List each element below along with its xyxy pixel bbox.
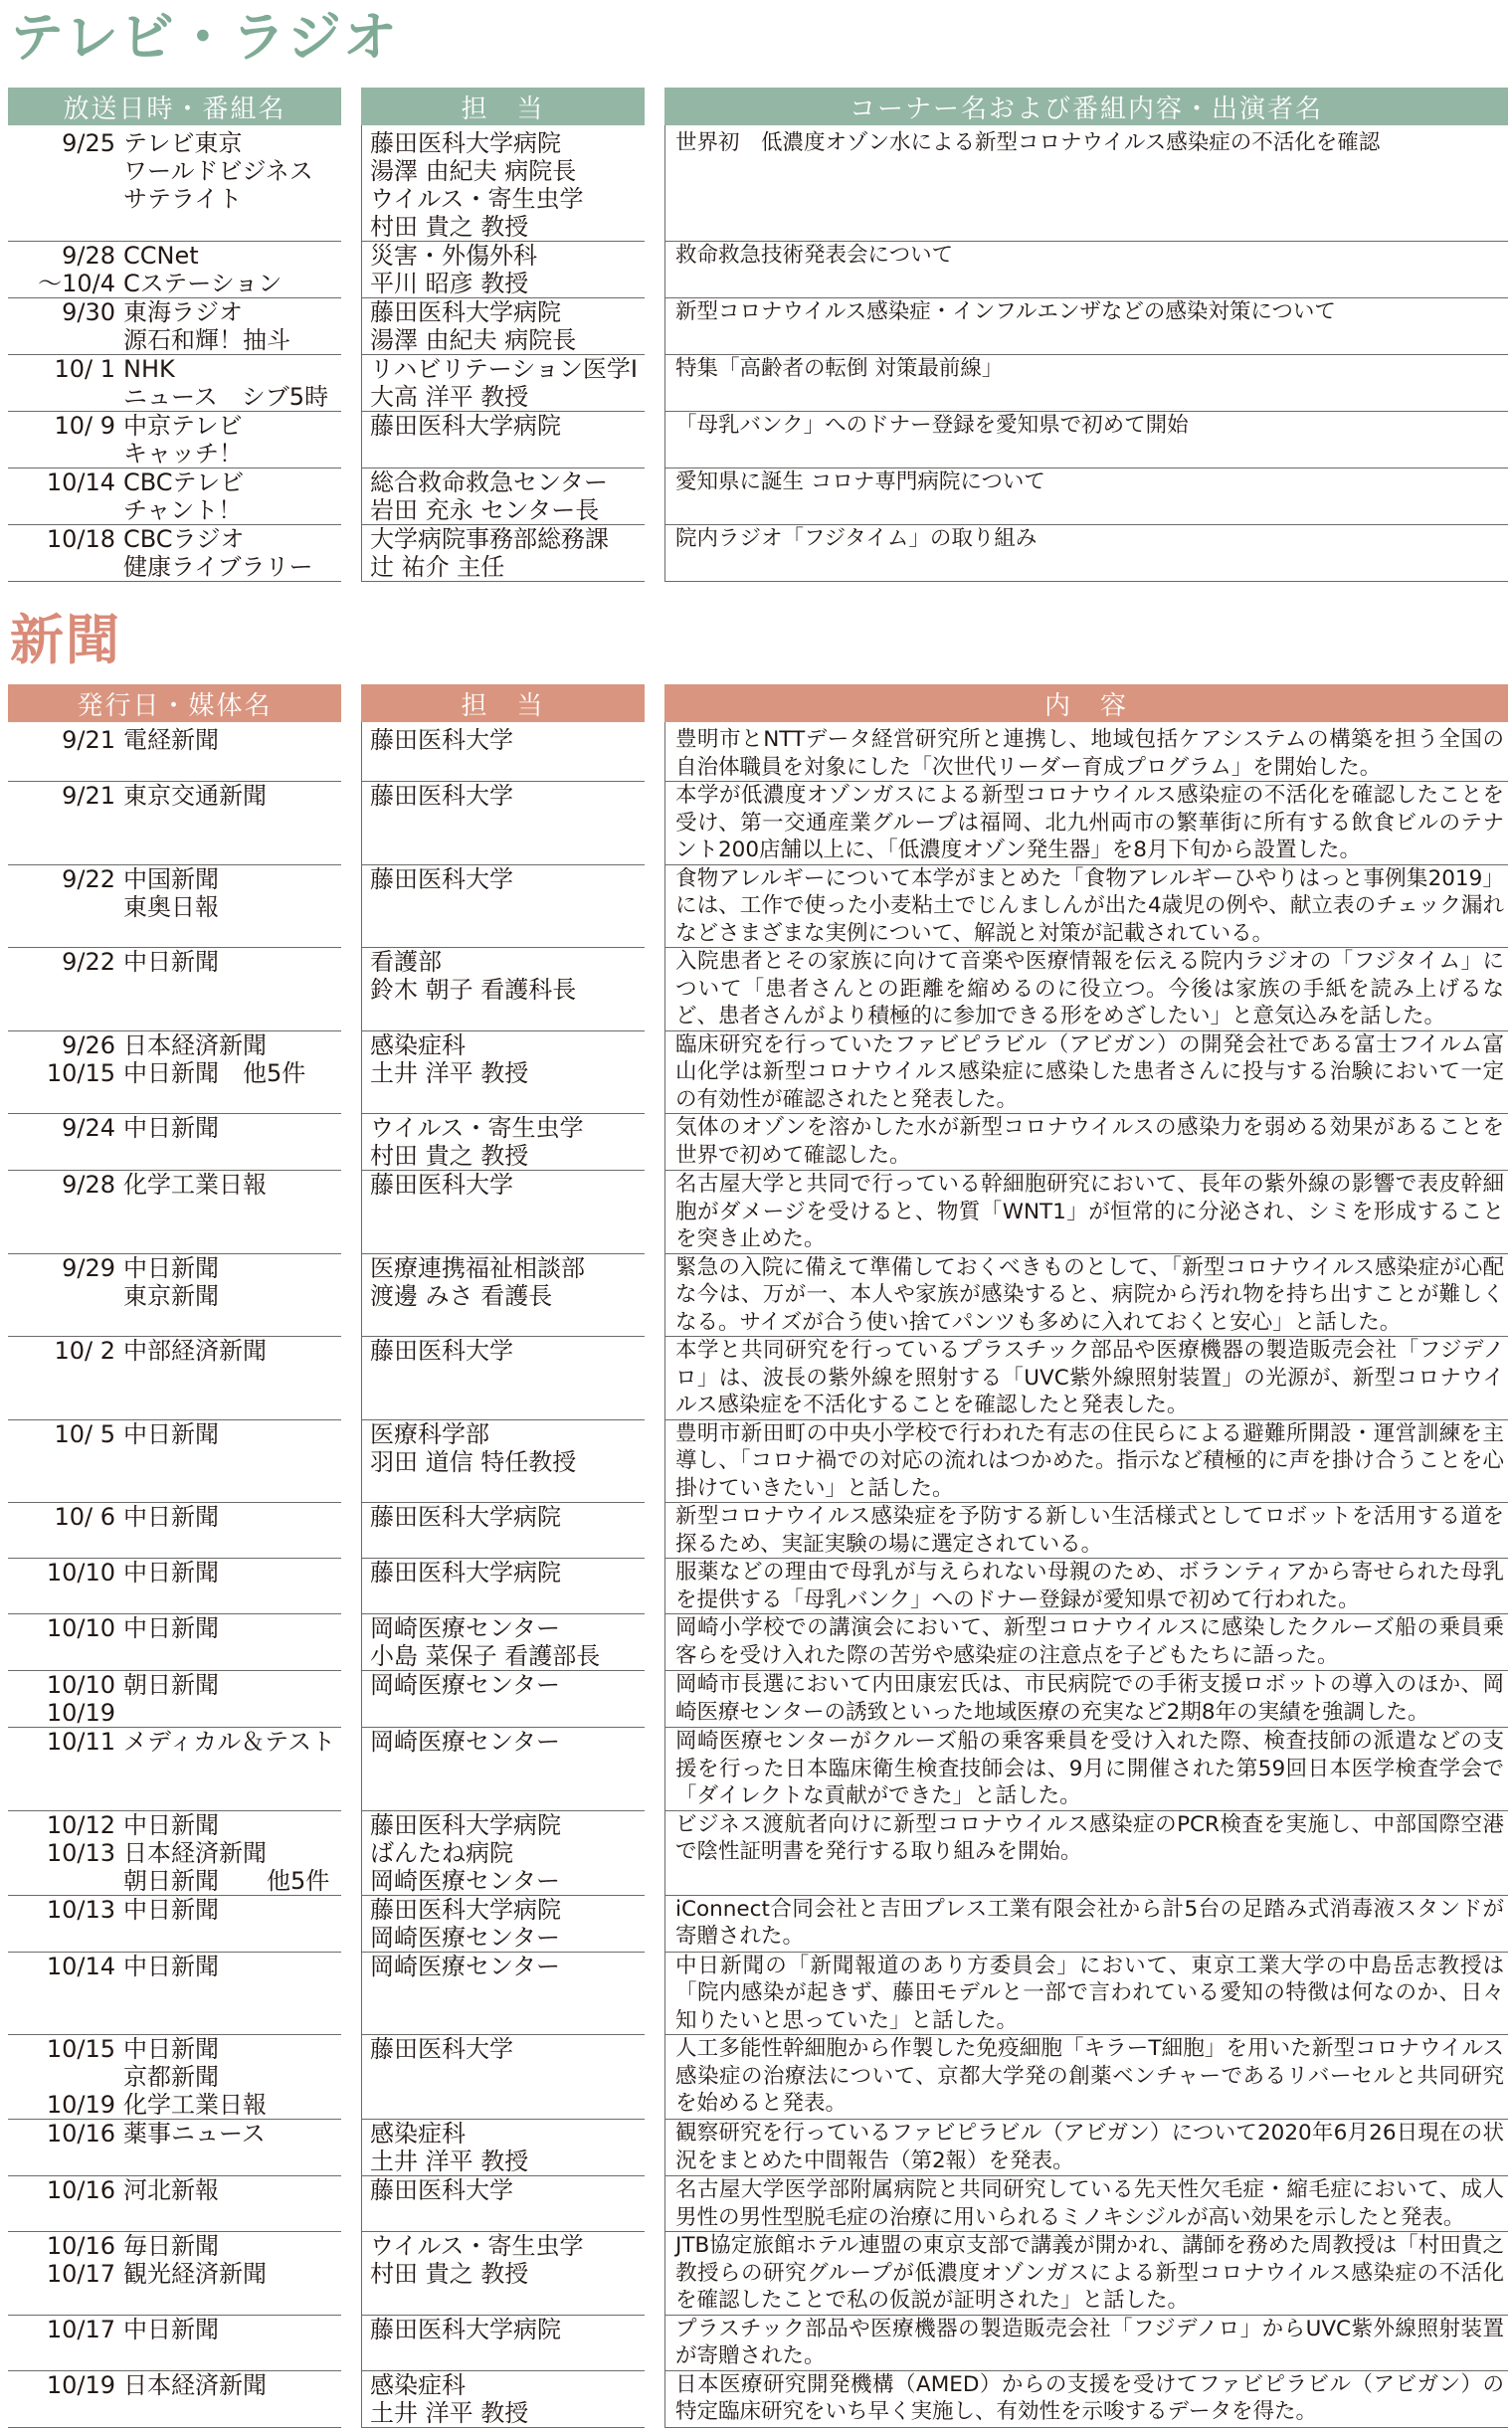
content-cell: 愛知県に誕生 コロナ専門病院について xyxy=(675,469,1045,494)
date-cell: 10/ 1 xyxy=(54,355,115,383)
media-cell: 中日新聞 xyxy=(123,948,219,976)
content-cell: iConnect合同会社と吉田プレス工業有限会社から計5台の足踏み式消毒液スタンドが寄贈された。 xyxy=(675,1896,1504,1949)
staff-cell: 感染症科 土井 洋平 教授 xyxy=(370,2370,529,2427)
date-cell: 10/ 9 xyxy=(54,412,115,440)
date-cell: 9/28 xyxy=(62,1171,115,1199)
media-cell: 中京テレビ キャッチ！ xyxy=(123,412,243,467)
media-cell: 中日新聞 京都新聞 化学工業日報 xyxy=(123,2035,267,2119)
content-cell: プラスチック部品や医療機器の製造販売会社「フジデノロ」からUVC紫外線照射装置が寄贈された。 xyxy=(675,2316,1504,2368)
staff-cell: 医療連携福祉相談部 渡邊 みさ 看護長 xyxy=(370,1253,585,1310)
header-corner-content: コーナー名および番組内容・出演者名 xyxy=(664,88,1508,125)
media-cell: 薬事ニュース xyxy=(123,2120,266,2148)
table-row xyxy=(8,1614,1508,1671)
content-cell: 世界初 低濃度オゾン水による新型コロナウイルス感染症の不活化を確認 xyxy=(675,130,1381,155)
date-cell: 10/ 5 xyxy=(54,1419,115,1448)
staff-cell: 藤田医科大学病院 ばんたね病院 岡崎医療センター xyxy=(370,1810,561,1895)
date-cell: 10/11 xyxy=(46,1728,115,1756)
table-row xyxy=(8,865,1508,949)
table-row xyxy=(8,2232,1508,2316)
tv-radio-section-title: テレビ・ラジオ xyxy=(10,6,399,69)
header-broadcast-date-program: 放送日時・番組名 xyxy=(8,88,341,125)
table-row xyxy=(8,722,1508,782)
media-cell: テレビ東京 ワールドビジネス サテライト xyxy=(123,129,313,213)
content-cell: 救命救急技術発表会について xyxy=(675,243,954,268)
staff-cell: 感染症科 土井 洋平 教授 xyxy=(370,2120,529,2175)
date-cell: 10/19 xyxy=(46,2370,115,2399)
date-cell: 9/22 xyxy=(62,864,115,893)
date-cell: 10/10 10/19 xyxy=(46,1671,115,1727)
table-row xyxy=(8,782,1508,865)
table-row xyxy=(8,948,1508,1031)
content-cell: 臨床研究を行っていたファビピラビル（アビガン）の開発会社である富士フイルム富山化学は新型コロナウイルス感染症に感染した患者さんに投与する治験において一定の有効性が確認されたと発表した。 xyxy=(675,1031,1504,1112)
content-cell: 岡崎小学校での講演会において、新型コロナウイルスに感染したクルーズ船の乗員乗客らを受け入れた際の苦労や感染症の注意点を子どもたちに語った。 xyxy=(675,1615,1504,1668)
media-cell: 東海ラジオ 源石和輝！抽斗 xyxy=(123,298,290,354)
table-row xyxy=(8,1254,1508,1338)
table-row xyxy=(8,2035,1508,2120)
date-cell: 10/10 xyxy=(46,1614,115,1642)
staff-cell: 看護部 鈴木 朝子 看護科長 xyxy=(370,948,577,1004)
media-cell: 中日新聞 xyxy=(123,1419,219,1448)
content-cell: 本学と共同研究を行っているプラスチック部品や医療機器の製造販売会社「フジデノロ」は、波長の紫外線を照射する「UVC紫外線照射装置」の光源が、新型コロナウイルス感染症を不活化することを確認したと発表した。 xyxy=(675,1338,1504,1417)
table-row xyxy=(8,125,1508,242)
staff-cell: 藤田医科大学 xyxy=(370,864,513,893)
date-cell: 9/21 xyxy=(62,782,115,810)
media-cell: 中日新聞 xyxy=(123,1614,219,1642)
content-cell: 岡崎医療センターがクルーズ船の乗客乗員を受け入れた際、検査技師の派遣などの支援を行った日本臨床衛生検査技師会は、9月に開催された第59回日本医学検査学会で「ダイレクトな貢献ができた」と話した。 xyxy=(675,1729,1504,1808)
date-cell: 10/16 xyxy=(46,2176,115,2204)
table-row xyxy=(8,1559,1508,1614)
staff-cell: 藤田医科大学 xyxy=(370,2176,513,2204)
table-row xyxy=(8,1671,1508,1728)
media-cell: 中日新聞 xyxy=(123,1114,219,1142)
content-cell: 豊明市とNTTデータ経営研究所と連携し、地域包括ケアシステムの構築を担う全国の自治体職員を対象にした「次世代リーダー育成プログラム」を開始した。 xyxy=(675,727,1504,780)
media-cell: 中部経済新聞 xyxy=(123,1337,267,1365)
date-cell: 10/14 xyxy=(46,468,115,496)
header-staff: 担 当 xyxy=(361,684,645,722)
table-row xyxy=(8,2176,1508,2232)
media-cell: 朝日新聞 xyxy=(123,1671,219,1699)
table-row xyxy=(8,1728,1508,1811)
date-cell: 10/16 xyxy=(46,2120,115,2148)
table-row xyxy=(8,2316,1508,2371)
date-cell: 9/28 ～10/4 xyxy=(38,242,115,297)
media-cell: メディカル＆テスト xyxy=(123,1728,336,1756)
media-cell: 日本経済新聞 中日新聞 他5件 xyxy=(123,1030,306,1087)
content-cell: 気体のオゾンを溶かした水が新型コロナウイルスの感染力を弱める効果があることを世界で初めて確認した。 xyxy=(675,1115,1504,1168)
date-cell: 10/12 10/13 xyxy=(46,1810,115,1867)
media-cell: 中日新聞 xyxy=(123,1895,219,1924)
date-cell: 10/ 6 xyxy=(54,1503,115,1531)
staff-cell: 感染症科 土井 洋平 教授 xyxy=(370,1030,529,1087)
content-cell: 中日新聞の「新聞報道のあり方委員会」において、東京工業大学の中島岳志教授は「院内感染が起きず、藤田モデルと一部で言われている愛知の特徴は何なのか、日々知りたいと思っていた」と話した。 xyxy=(675,1953,1504,2033)
staff-cell: リハビリテーション医学Ⅰ 大高 洋平 教授 xyxy=(370,355,638,411)
staff-cell: 総合救命救急センター 岩田 充永 センター長 xyxy=(370,468,609,524)
media-cell: CCNet Cステーション xyxy=(123,242,283,297)
media-cell: CBCラジオ 健康ライブラリー xyxy=(123,525,313,581)
newspaper-table xyxy=(8,684,1508,2428)
date-cell: 9/30 xyxy=(62,298,115,326)
table-row xyxy=(8,242,1508,298)
media-cell: 電経新聞 xyxy=(123,726,219,754)
table-row xyxy=(8,525,1508,582)
table-row xyxy=(8,1031,1508,1115)
staff-cell: 藤田医科大学病院 湯澤 由紀夫 病院長 ウイルス・寄生虫学 村田 貴之 教授 xyxy=(370,129,584,241)
newspaper-section-title: 新聞 xyxy=(10,609,121,671)
table-row xyxy=(8,1953,1508,2036)
staff-cell: ウイルス・寄生虫学 村田 貴之 教授 xyxy=(370,2232,584,2288)
staff-cell: 藤田医科大学 xyxy=(370,1337,513,1365)
content-cell: 食物アレルギーについて本学がまとめた「食物アレルギーひやりはっと事例集2019」には、工作で使った小麦粘土でじんましんが出た4歳児の例や、献立表のチェック漏れなどさまざまな実例について、解説と対策が記載されている。 xyxy=(675,865,1504,946)
date-cell: 9/26 10/15 xyxy=(46,1030,115,1087)
content-cell: 入院患者とその家族に向けて音楽や医療情報を伝える院内ラジオの「フジタイム」について「患者さんとの距離を縮めるのに役立つ。今後は家族の手紙を読み上げるなど、患者さんがより積極的に参加できる形をめざしたい」と意気込みを話した。 xyxy=(675,949,1504,1028)
table-row xyxy=(8,468,1508,525)
table-row xyxy=(8,1811,1508,1896)
media-cell: 化学工業日報 xyxy=(123,1171,267,1199)
content-cell: 特集「高齢者の転倒 対策最前線」 xyxy=(675,356,1004,381)
tv-radio-table xyxy=(8,88,1508,582)
date-cell: 10/15 10/19 xyxy=(46,2035,115,2119)
staff-cell: 大学病院事務部総務課 辻 祐介 主任 xyxy=(370,525,609,581)
staff-cell: 藤田医科大学病院 湯澤 由紀夫 病院長 xyxy=(370,298,577,354)
table-row xyxy=(8,1171,1508,1254)
content-cell: 「母乳バンク」へのドナー登録を愛知県で初めて開始 xyxy=(675,413,1189,438)
media-cell: 中日新聞 xyxy=(123,2315,219,2343)
staff-cell: 藤田医科大学 xyxy=(370,726,513,754)
staff-cell: 災害・外傷外科 平川 昭彦 教授 xyxy=(370,242,537,297)
date-cell: 9/29 xyxy=(62,1253,115,1282)
media-cell: 中日新聞 東京新聞 xyxy=(123,1253,219,1310)
table-row xyxy=(8,1114,1508,1171)
date-cell: 10/13 xyxy=(46,1895,115,1924)
media-cell: 中日新聞 日本経済新聞 朝日新聞 他5件 xyxy=(123,1810,330,1895)
content-cell: 新型コロナウイルス感染症を予防する新しい生活様式としてロボットを活用する道を探るため、実証実験の場に選定されている。 xyxy=(675,1504,1504,1557)
content-cell: 名古屋大学医学部附属病院と共同研究している先天性欠毛症・縮毛症において、成人男性の男性型脱毛症の治療に用いられるミノキシジルが高い効果を示したと発表。 xyxy=(675,2177,1504,2230)
content-cell: 新型コロナウイルス感染症・インフルエンザなどの感染対策について xyxy=(675,299,1336,324)
date-cell: 10/17 xyxy=(46,2315,115,2343)
content-cell: 服薬などの理由で母乳が与えられない母親のため、ボランティアから寄せられた母乳を提供する「母乳バンク」へのドナー登録が愛知県で初めて行われた。 xyxy=(675,1560,1504,1612)
staff-cell: 藤田医科大学病院 岡崎医療センター xyxy=(370,1895,561,1952)
date-cell: 9/21 xyxy=(62,726,115,754)
date-cell: 10/10 xyxy=(46,1559,115,1587)
content-cell: 緊急の入院に備えて準備しておくべきものとして、「新型コロナウイルス感染症が心配な今は、万が一、本人や家族が感染すると、病院から汚れ物を持ち出すことが難しくなる。サイズが合う使い捨てパンツも多めに入れておくと安心」と話した。 xyxy=(675,1254,1504,1335)
staff-cell: 藤田医科大学病院 xyxy=(370,1503,561,1531)
date-cell: 10/18 xyxy=(46,525,115,553)
media-cell: 中日新聞 xyxy=(123,1559,219,1587)
date-cell: 9/22 xyxy=(62,948,115,976)
media-cell: CBCテレビ チャント！ xyxy=(123,468,245,524)
staff-cell: 医療科学部 羽田 道信 特任教授 xyxy=(370,1419,577,1476)
media-cell: 河北新報 xyxy=(123,2176,219,2204)
content-cell: 観察研究を行っているファビピラビル（アビガン）について2020年6月26日現在の状況をまとめた中間報告（第2報）を発表。 xyxy=(675,2121,1504,2173)
date-cell: 9/24 xyxy=(62,1114,115,1142)
staff-cell: 岡崎医療センター xyxy=(370,1728,561,1756)
content-cell: 人工多能性幹細胞から作製した免疫細胞「キラーT細胞」を用いた新型コロナウイルス感染症の治療法について、京都大学発の創薬ベンチャーであるリバーセルと共同研究を始めると発表。 xyxy=(675,2036,1504,2116)
table-row xyxy=(8,1337,1508,1420)
content-cell: 院内ラジオ「フジタイム」の取り組み xyxy=(675,526,1038,551)
media-cell: 東京交通新聞 xyxy=(123,782,267,810)
table-row xyxy=(8,1420,1508,1504)
header-staff: 担 当 xyxy=(361,88,645,125)
content-cell: 名古屋大学と共同で行っている幹細胞研究において、長年の紫外線の影響で表皮幹細胞がダメージを受けると、物質「WNT1」が恒常的に分泌され、シミを形成することを突き止めた。 xyxy=(675,1172,1504,1251)
content-cell: 本学が低濃度オゾンガスによる新型コロナウイルス感染症の不活化を確認したことを受け、第一交通産業グループは福岡、北九州両市の繁華街に所有する飲食ビルのテナント200店舗以上に、「低濃度オゾン発生器」を8月下旬から設置した。 xyxy=(675,783,1504,862)
staff-cell: 岡崎医療センター xyxy=(370,1671,561,1699)
staff-cell: 藤田医科大学 xyxy=(370,1171,513,1199)
date-cell: 10/ 2 xyxy=(54,1337,115,1365)
table-row xyxy=(8,412,1508,468)
table-row xyxy=(8,355,1508,412)
content-cell: ビジネス渡航者向けに新型コロナウイルス感染症のPCR検査を実施し、中部国際空港で陰性証明書を発行する取り組みを開始。 xyxy=(675,1811,1504,1864)
staff-cell: 藤田医科大学病院 xyxy=(370,2315,561,2343)
content-cell: 豊明市新田町の中央小学校で行われた有志の住民らによる避難所開設・運営訓練を主導し、「コロナ禍での対応の流れはつかめた。指示など積極的に声を掛け合うことを心掛けていきたい」と話した。 xyxy=(675,1420,1504,1501)
table-row xyxy=(8,2120,1508,2176)
staff-cell: 岡崎医療センター xyxy=(370,1952,561,1980)
media-cell: 中日新聞 xyxy=(123,1952,219,1980)
date-cell: 10/16 10/17 xyxy=(46,2232,115,2288)
staff-cell: 藤田医科大学病院 xyxy=(370,412,561,440)
date-cell: 9/25 xyxy=(62,129,115,157)
media-cell: 毎日新聞 観光経済新聞 xyxy=(123,2232,267,2288)
media-cell: 日本経済新聞 xyxy=(123,2370,267,2399)
table-row xyxy=(8,2371,1508,2428)
table-row xyxy=(8,1503,1508,1559)
media-cell: 中日新聞 xyxy=(123,1503,219,1531)
staff-cell: 岡崎医療センター 小島 菜保子 看護部長 xyxy=(370,1614,601,1670)
table-row xyxy=(8,298,1508,355)
header-issue-date-media: 発行日・媒体名 xyxy=(8,684,341,722)
staff-cell: 藤田医科大学 xyxy=(370,782,513,810)
header-content: 内 容 xyxy=(664,684,1508,722)
staff-cell: 藤田医科大学病院 xyxy=(370,1559,561,1587)
content-cell: JTB協定旅館ホテル連盟の東京支部で講義が開かれ、講師を務めた周教授は「村田貴之教授らの研究グループが低濃度オゾンガスによる新型コロナウイルス感染症の不活化を確認したことで私の仮説が証明された」と話した。 xyxy=(675,2233,1504,2313)
media-cell: 中国新聞 東奥日報 xyxy=(123,864,219,921)
table-row xyxy=(8,1896,1508,1953)
media-cell: NHK ニュース シブ5時 xyxy=(123,355,329,411)
staff-cell: ウイルス・寄生虫学 村田 貴之 教授 xyxy=(370,1114,584,1170)
content-cell: 日本医療研究開発機構（AMED）からの支援を受けてファビピラビル（アビガン）の特定臨床研究をいち早く実施し、有効性を示唆するデータを得た。 xyxy=(675,2371,1504,2424)
content-cell: 岡崎市長選において内田康宏氏は、市民病院での手術支援ロボットの導入のほか、岡崎医療センターの誘致といった地域医療の充実など2期8年の実績を強調した。 xyxy=(675,1672,1504,1725)
date-cell: 10/14 xyxy=(46,1952,115,1980)
staff-cell: 藤田医科大学 xyxy=(370,2035,513,2063)
